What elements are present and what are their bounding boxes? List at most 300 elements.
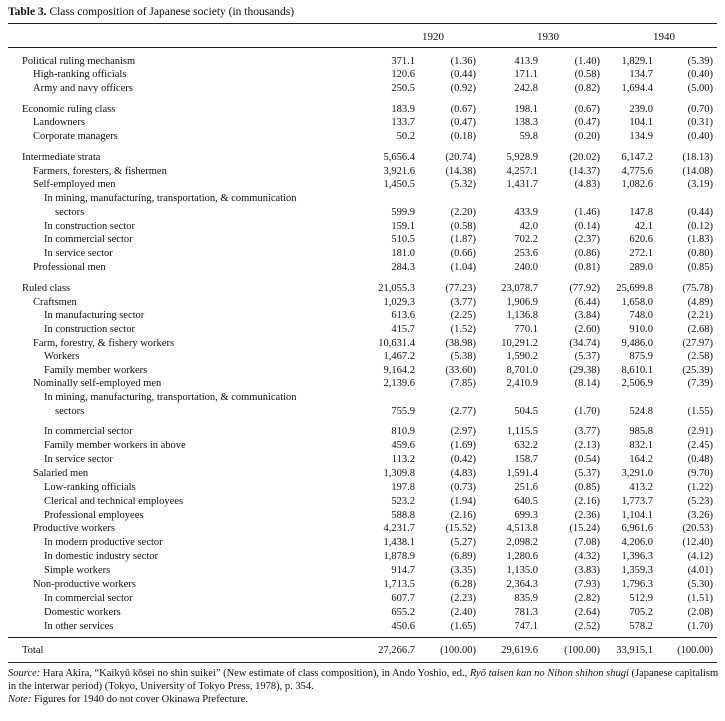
value-1940-cell: 512.9 — [629, 593, 653, 604]
pct-1920-cell: (1.65) — [450, 621, 476, 632]
value-1920-cell: 523.2 — [391, 496, 415, 507]
table-row — [0, 165, 725, 178]
pct-1940-cell: (4.12) — [687, 551, 713, 562]
value-1930-cell: 138.3 — [514, 117, 538, 128]
pct-1940-cell: (27.97) — [682, 338, 713, 349]
value-1920-cell: 2,139.6 — [383, 378, 415, 389]
table-row — [0, 509, 725, 522]
row-label: Simple workers — [44, 565, 111, 576]
value-1940-cell: 1,796.3 — [621, 579, 653, 590]
pct-1920-cell: (6.89) — [450, 551, 476, 562]
table-number: Table 3. — [8, 6, 47, 18]
row-label: In commercial sector — [44, 593, 133, 604]
table-row — [0, 206, 725, 219]
row-label: Low-ranking officials — [44, 482, 136, 493]
pct-1930-cell: (15.24) — [569, 523, 600, 534]
value-1920-cell: 159.1 — [391, 221, 415, 232]
value-1920-cell: 9,164.2 — [383, 365, 415, 376]
pct-1930-cell: (0.20) — [574, 131, 600, 142]
value-1920-cell: 250.5 — [391, 83, 415, 94]
pct-1930-cell: (0.67) — [574, 104, 600, 115]
value-1940-cell: 2,506.9 — [621, 378, 653, 389]
value-1930-cell: 2,364.3 — [506, 579, 538, 590]
pct-1920-cell: (0.18) — [450, 131, 476, 142]
pct-1920-cell: (3.77) — [450, 297, 476, 308]
pct-1940-cell: (1.51) — [687, 593, 713, 604]
table-row — [0, 578, 725, 591]
value-1930-cell: 1,591.4 — [506, 468, 538, 479]
table-row — [0, 233, 725, 246]
pct-1940-cell: (2.58) — [687, 351, 713, 362]
value-1920-cell: 755.9 — [391, 406, 415, 417]
value-1920-cell: 607.7 — [391, 593, 415, 604]
pct-1920-cell: (2.20) — [450, 207, 476, 218]
row-label: In other services — [44, 621, 114, 632]
bottom-rule — [8, 662, 717, 663]
header-rule — [8, 47, 717, 48]
value-1920-cell: 1,467.2 — [383, 351, 415, 362]
value-1930-cell: 2,098.2 — [506, 537, 538, 548]
pct-1940-cell: (0.40) — [687, 131, 713, 142]
value-1930-cell: 29,619.6 — [501, 645, 538, 656]
value-1920-cell: 1,450.5 — [383, 179, 415, 190]
table-row — [0, 323, 725, 336]
pct-1940-cell: (1.22) — [687, 482, 713, 493]
value-1940-cell: 289.0 — [629, 262, 653, 273]
value-1920-cell: 510.5 — [391, 234, 415, 245]
row-label: Professional employees — [44, 510, 144, 521]
value-1930-cell: 781.3 — [514, 607, 538, 618]
pct-1920-cell: (0.67) — [450, 104, 476, 115]
pct-1940-cell: (18.13) — [682, 152, 713, 163]
value-1920-cell: 450.6 — [391, 621, 415, 632]
table-row — [0, 296, 725, 309]
pct-1940-cell: (14.08) — [682, 166, 713, 177]
pct-1930-cell: (0.81) — [574, 262, 600, 273]
value-1930-cell: 640.5 — [514, 496, 538, 507]
pct-1930-cell: (0.58) — [574, 69, 600, 80]
value-1940-cell: 705.2 — [629, 607, 653, 618]
value-1930-cell: 1,906.9 — [506, 297, 538, 308]
value-1940-cell: 578.2 — [629, 621, 653, 632]
pct-1940-cell: (4.89) — [687, 297, 713, 308]
pct-1920-cell: (38.98) — [445, 338, 476, 349]
pct-1920-cell: (1.36) — [450, 56, 476, 67]
pct-1940-cell: (1.83) — [687, 234, 713, 245]
row-label: High-ranking officials — [33, 69, 127, 80]
note-text: Figures for 1940 do not cover Okinawa Prefecture. — [33, 694, 248, 705]
row-label: Non-productive workers — [33, 579, 136, 590]
pct-1920-cell: (0.44) — [450, 69, 476, 80]
pct-1920-cell: (15.52) — [445, 523, 476, 534]
note-footnote — [8, 694, 720, 707]
pct-1920-cell: (0.73) — [450, 482, 476, 493]
pct-1930-cell: (0.85) — [574, 482, 600, 493]
pct-1920-cell: (0.66) — [450, 248, 476, 259]
value-1930-cell: 240.0 — [514, 262, 538, 273]
pct-1940-cell: (5.00) — [687, 83, 713, 94]
pct-1930-cell: (3.83) — [574, 565, 600, 576]
pct-1920-cell: (20.74) — [445, 152, 476, 163]
value-1940-cell: 875.9 — [629, 351, 653, 362]
value-1920-cell: 181.0 — [391, 248, 415, 259]
value-1920-cell: 1,713.5 — [383, 579, 415, 590]
value-1920-cell: 1,309.8 — [383, 468, 415, 479]
pct-1940-cell: (0.44) — [687, 207, 713, 218]
pct-1940-cell: (0.12) — [687, 221, 713, 232]
top-rule — [8, 23, 717, 24]
value-1920-cell: 599.9 — [391, 207, 415, 218]
value-1940-cell: 134.9 — [629, 131, 653, 142]
table-row — [0, 377, 725, 390]
pct-1940-cell: (4.01) — [687, 565, 713, 576]
source-label: Source: — [8, 668, 41, 679]
value-1930-cell: 413.9 — [514, 56, 538, 67]
pct-1930-cell: (34.74) — [569, 338, 600, 349]
pct-1920-cell: (0.92) — [450, 83, 476, 94]
value-1940-cell: 620.6 — [629, 234, 653, 245]
value-1940-cell: 239.0 — [629, 104, 653, 115]
table-row — [0, 644, 725, 657]
table-row — [0, 606, 725, 619]
value-1920-cell: 415.7 — [391, 324, 415, 335]
table-row — [0, 178, 725, 191]
row-label: In commercial sector — [44, 426, 133, 437]
table-row — [0, 220, 725, 233]
pct-1920-cell: (2.97) — [450, 426, 476, 437]
table-row — [0, 391, 725, 404]
pct-1940-cell: (5.23) — [687, 496, 713, 507]
pct-1930-cell: (29.38) — [569, 365, 600, 376]
value-1940-cell: 1,104.1 — [621, 510, 653, 521]
pct-1940-cell: (0.80) — [687, 248, 713, 259]
value-1940-cell: 1,694.4 — [621, 83, 653, 94]
value-1930-cell: 1,135.0 — [506, 565, 538, 576]
pct-1930-cell: (1.46) — [574, 207, 600, 218]
table-row — [0, 261, 725, 274]
pct-1920-cell: (3.35) — [450, 565, 476, 576]
table-row — [0, 453, 725, 466]
row-label: Army and navy officers — [33, 83, 133, 94]
row-label: Landowners — [33, 117, 85, 128]
pct-1920-cell: (100.00) — [440, 645, 476, 656]
value-1930-cell: 699.3 — [514, 510, 538, 521]
value-1940-cell: 748.0 — [629, 310, 653, 321]
row-label: In service sector — [44, 454, 113, 465]
pct-1940-cell: (100.00) — [677, 645, 713, 656]
pct-1940-cell: (2.08) — [687, 607, 713, 618]
year-header-1920: 1920 — [422, 31, 444, 43]
value-1920-cell: 1,438.1 — [383, 537, 415, 548]
value-1930-cell: 1,115.5 — [506, 426, 538, 437]
value-1930-cell: 1,136.8 — [506, 310, 538, 321]
value-1920-cell: 284.3 — [391, 262, 415, 273]
value-1940-cell: 524.8 — [629, 406, 653, 417]
value-1920-cell: 10,631.4 — [378, 338, 415, 349]
table-row — [0, 425, 725, 438]
value-1940-cell: 9,486.0 — [621, 338, 653, 349]
pct-1940-cell: (25.39) — [682, 365, 713, 376]
value-1930-cell: 251.6 — [514, 482, 538, 493]
pct-1930-cell: (2.13) — [574, 440, 600, 451]
pct-1930-cell: (1.40) — [574, 56, 600, 67]
pct-1930-cell: (6.44) — [574, 297, 600, 308]
value-1930-cell: 835.9 — [514, 593, 538, 604]
pct-1920-cell: (1.87) — [450, 234, 476, 245]
pct-1940-cell: (12.40) — [682, 537, 713, 548]
value-1940-cell: 147.8 — [629, 207, 653, 218]
value-1930-cell: 632.2 — [514, 440, 538, 451]
value-1930-cell: 747.1 — [514, 621, 538, 632]
row-label: In construction sector — [44, 221, 135, 232]
table-row — [0, 282, 725, 295]
pct-1940-cell: (1.55) — [687, 406, 713, 417]
value-1920-cell: 613.6 — [391, 310, 415, 321]
total-rule — [8, 637, 717, 638]
value-1920-cell: 3,921.6 — [383, 166, 415, 177]
table-row — [0, 130, 725, 143]
value-1940-cell: 272.1 — [629, 248, 653, 259]
pct-1930-cell: (20.02) — [569, 152, 600, 163]
pct-1930-cell: (7.93) — [574, 579, 600, 590]
table-title — [8, 6, 294, 18]
pct-1940-cell: (0.31) — [687, 117, 713, 128]
table-row — [0, 68, 725, 81]
value-1940-cell: 4,775.6 — [621, 166, 653, 177]
row-label: In construction sector — [44, 324, 135, 335]
row-label: Professional men — [33, 262, 106, 273]
pct-1920-cell: (33.60) — [445, 365, 476, 376]
table-row — [0, 350, 725, 363]
table-row — [0, 364, 725, 377]
source-text-1: Hara Akira, “Kaikyū kōsei no shin suikei” (New estimate of class composition), in Ando Yoshio, ed., — [42, 668, 470, 679]
row-label: Intermediate strata — [22, 152, 101, 163]
value-1940-cell: 3,291.0 — [621, 468, 653, 479]
pct-1940-cell: (7.39) — [687, 378, 713, 389]
row-label: Workers — [44, 351, 80, 362]
row-label: Productive workers — [33, 523, 115, 534]
pct-1930-cell: (3.77) — [574, 426, 600, 437]
pct-1930-cell: (77.92) — [569, 283, 600, 294]
pct-1920-cell: (5.27) — [450, 537, 476, 548]
row-label: sectors — [55, 406, 85, 417]
row-label: In mining, manufacturing, transportation, & communication — [44, 392, 297, 403]
row-label: Farm, forestry, & fishery workers — [33, 338, 175, 349]
value-1930-cell: 253.6 — [514, 248, 538, 259]
value-1940-cell: 6,961.6 — [621, 523, 653, 534]
value-1930-cell: 198.1 — [514, 104, 538, 115]
pct-1940-cell: (9.70) — [687, 468, 713, 479]
table-row — [0, 522, 725, 535]
value-1930-cell: 8,701.0 — [506, 365, 538, 376]
row-label: Ruled class — [22, 283, 71, 294]
table-caption: Class composition of Japanese society (in thousands) — [49, 6, 295, 18]
pct-1940-cell: (0.70) — [687, 104, 713, 115]
pct-1920-cell: (0.58) — [450, 221, 476, 232]
value-1940-cell: 1,359.3 — [621, 565, 653, 576]
pct-1930-cell: (2.36) — [574, 510, 600, 521]
pct-1930-cell: (1.70) — [574, 406, 600, 417]
value-1940-cell: 6,147.2 — [621, 152, 653, 163]
pct-1940-cell: (2.91) — [687, 426, 713, 437]
year-header-1930: 1930 — [537, 31, 559, 43]
pct-1940-cell: (5.39) — [687, 56, 713, 67]
row-label: Corporate managers — [33, 131, 118, 142]
row-label: Family member workers — [44, 365, 148, 376]
value-1940-cell: 25,699.8 — [616, 283, 653, 294]
row-label: In mining, manufacturing, transportation, & communication — [44, 193, 297, 204]
row-label: Total — [22, 645, 44, 656]
value-1940-cell: 104.1 — [629, 117, 653, 128]
pct-1940-cell: (3.26) — [687, 510, 713, 521]
row-label: Economic ruling class — [22, 104, 116, 115]
value-1920-cell: 113.2 — [391, 454, 415, 465]
table-row — [0, 192, 725, 205]
value-1940-cell: 910.0 — [629, 324, 653, 335]
value-1940-cell: 33,915.1 — [616, 645, 653, 656]
value-1920-cell: 371.1 — [391, 56, 415, 67]
row-label: Salaried men — [33, 468, 89, 479]
value-1930-cell: 4,257.1 — [506, 166, 538, 177]
pct-1920-cell: (5.38) — [450, 351, 476, 362]
pct-1940-cell: (0.48) — [687, 454, 713, 465]
pct-1920-cell: (1.52) — [450, 324, 476, 335]
pct-1920-cell: (0.47) — [450, 117, 476, 128]
pct-1930-cell: (0.47) — [574, 117, 600, 128]
pct-1930-cell: (4.83) — [574, 179, 600, 190]
row-label: In manufacturing sector — [44, 310, 145, 321]
pct-1930-cell: (0.54) — [574, 454, 600, 465]
pct-1930-cell: (5.37) — [574, 351, 600, 362]
row-label: Political ruling mechanism — [22, 56, 136, 67]
value-1940-cell: 1,658.0 — [621, 297, 653, 308]
pct-1940-cell: (2.68) — [687, 324, 713, 335]
pct-1920-cell: (2.40) — [450, 607, 476, 618]
pct-1930-cell: (3.84) — [574, 310, 600, 321]
value-1940-cell: 8,610.1 — [621, 365, 653, 376]
pct-1920-cell: (1.94) — [450, 496, 476, 507]
pct-1940-cell: (20.53) — [682, 523, 713, 534]
value-1920-cell: 50.2 — [396, 131, 415, 142]
value-1930-cell: 42.0 — [519, 221, 538, 232]
pct-1930-cell: (7.08) — [574, 537, 600, 548]
pct-1940-cell: (2.21) — [687, 310, 713, 321]
value-1920-cell: 133.7 — [391, 117, 415, 128]
pct-1930-cell: (0.86) — [574, 248, 600, 259]
value-1940-cell: 832.1 — [629, 440, 653, 451]
pct-1920-cell: (7.85) — [450, 378, 476, 389]
source-text-2: (Japanese capitalism in the interwar period) (Tokyo, University of Tokyo Press, 1978), p. 354. — [8, 668, 719, 692]
value-1930-cell: 242.8 — [514, 83, 538, 94]
table-row — [0, 151, 725, 164]
value-1920-cell: 1,878.9 — [383, 551, 415, 562]
value-1920-cell: 1,029.3 — [383, 297, 415, 308]
value-1940-cell: 42.1 — [634, 221, 653, 232]
table-row — [0, 481, 725, 494]
pct-1920-cell: (6.28) — [450, 579, 476, 590]
pct-1920-cell: (2.23) — [450, 593, 476, 604]
pct-1940-cell: (3.19) — [687, 179, 713, 190]
pct-1930-cell: (8.14) — [574, 378, 600, 389]
pct-1920-cell: (4.83) — [450, 468, 476, 479]
value-1940-cell: 413.2 — [629, 482, 653, 493]
pct-1920-cell: (1.69) — [450, 440, 476, 451]
table-row — [0, 620, 725, 633]
table-row — [0, 82, 725, 95]
pct-1920-cell: (77.23) — [445, 283, 476, 294]
value-1930-cell: 1,590.2 — [506, 351, 538, 362]
pct-1930-cell: (2.16) — [574, 496, 600, 507]
value-1930-cell: 23,078.7 — [501, 283, 538, 294]
value-1930-cell: 2,410.9 — [506, 378, 538, 389]
row-label: Domestic workers — [44, 607, 121, 618]
table-row — [0, 309, 725, 322]
pct-1920-cell: (1.04) — [450, 262, 476, 273]
value-1920-cell: 183.9 — [391, 104, 415, 115]
value-1940-cell: 985.8 — [629, 426, 653, 437]
value-1920-cell: 120.6 — [391, 69, 415, 80]
value-1920-cell: 810.9 — [391, 426, 415, 437]
value-1940-cell: 4,206.0 — [621, 537, 653, 548]
row-label: In service sector — [44, 248, 113, 259]
row-label: Family member workers in above — [44, 440, 186, 451]
pct-1920-cell: (2.77) — [450, 406, 476, 417]
value-1920-cell: 4,231.7 — [383, 523, 415, 534]
pct-1930-cell: (2.82) — [574, 593, 600, 604]
value-1940-cell: 134.7 — [629, 69, 653, 80]
value-1940-cell: 1,396.3 — [621, 551, 653, 562]
value-1920-cell: 27,266.7 — [378, 645, 415, 656]
row-label: Self-employed men — [33, 179, 116, 190]
row-label: Nominally self-employed men — [33, 378, 162, 389]
pct-1930-cell: (100.00) — [564, 645, 600, 656]
value-1930-cell: 433.9 — [514, 207, 538, 218]
row-label: In domestic industry sector — [44, 551, 159, 562]
table-row — [0, 116, 725, 129]
pct-1940-cell: (0.85) — [687, 262, 713, 273]
row-label: Clerical and technical employees — [44, 496, 184, 507]
pct-1940-cell: (2.45) — [687, 440, 713, 451]
pct-1940-cell: (1.70) — [687, 621, 713, 632]
year-header-1940: 1940 — [653, 31, 675, 43]
source-title: Ryō taisen kan no Nihon shihon shugi — [469, 668, 629, 679]
pct-1930-cell: (0.14) — [574, 221, 600, 232]
table-row — [0, 564, 725, 577]
value-1920-cell: 197.8 — [391, 482, 415, 493]
value-1930-cell: 158.7 — [514, 454, 538, 465]
row-label: Farmers, foresters, & fishermen — [33, 166, 167, 177]
table-row — [0, 550, 725, 563]
table-row — [0, 247, 725, 260]
pct-1920-cell: (14.38) — [445, 166, 476, 177]
table-row — [0, 592, 725, 605]
value-1940-cell: 1,829.1 — [621, 56, 653, 67]
pct-1940-cell: (5.30) — [687, 579, 713, 590]
table-row — [0, 439, 725, 452]
value-1930-cell: 702.2 — [514, 234, 538, 245]
table-row — [0, 495, 725, 508]
value-1930-cell: 10,291.2 — [501, 338, 538, 349]
note-label: Note: — [8, 694, 32, 705]
pct-1930-cell: (0.82) — [574, 83, 600, 94]
pct-1920-cell: (5.32) — [450, 179, 476, 190]
value-1930-cell: 1,280.6 — [506, 551, 538, 562]
pct-1920-cell: (0.42) — [450, 454, 476, 465]
value-1930-cell: 770.1 — [514, 324, 538, 335]
value-1940-cell: 164.2 — [629, 454, 653, 465]
table-row — [0, 536, 725, 549]
pct-1930-cell: (4.32) — [574, 551, 600, 562]
